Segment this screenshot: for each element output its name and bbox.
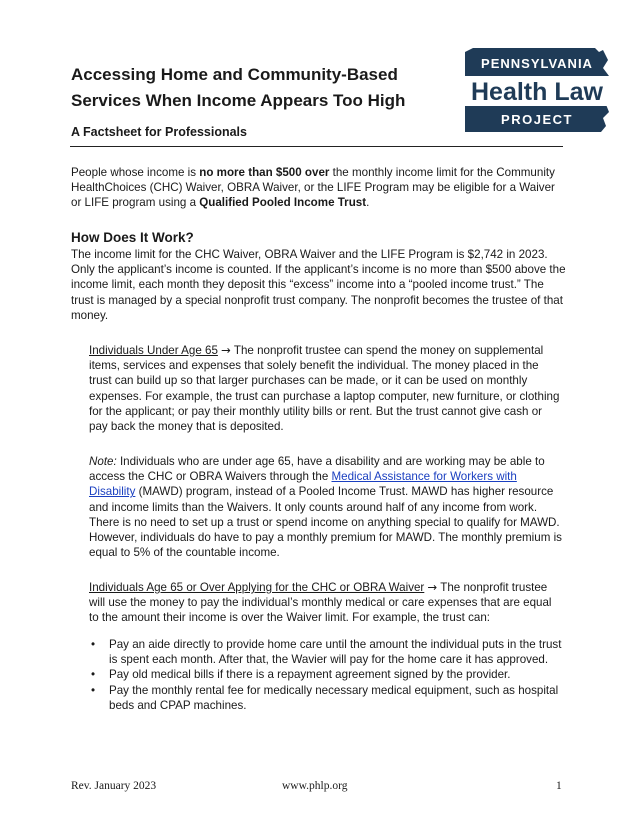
mawd-link[interactable]: Medical Assistance for Workers with Disability [89, 470, 517, 499]
over-65-label: Individuals Age 65 or Over Applying for the CHC or OBRA Waiver [89, 581, 425, 594]
footer-revision: Rev. January 2023 [71, 780, 157, 792]
list-item: • Pay the monthly rental fee for medically necessary medical equipment, such as hospital beds and CPAP machines. [89, 683, 563, 713]
list-item: • Pay old medical bills if there is a repayment agreement signed by the provider. [89, 667, 563, 682]
trust-uses-list [89, 637, 563, 713]
income-limit-paragraph: The income limit for the CHC Waiver, OBRA Waiver and the LIFE Program is $2,742 in 2023. Only the applicant’s income is counted. If the applicant’s income is no more than $500 above the income limit, each month they deposit this “excess” income into a “pooled income trust.” The trust is managed by a special nonprofit trust company. The nonprofit becomes the trustee of that money. [71, 248, 566, 322]
section-heading: How Does It Work? [71, 230, 194, 245]
page-number: 1 [556, 780, 562, 792]
under-65-paragraph: Individuals Under Age 65 → The nonprofit trustee can spend the money on supplemental items, services and expenses that solely benefit the individual. The money placed in the trust can build up so that larger purchases can be made, or it can be used on monthly expenses. For example, the trust can purchase a laptop computer, new furniture, or clothing for the applicant; or pay their monthly utility bills or rent. But the trust cannot give cash or pay back the money that is deposited. [89, 343, 560, 434]
mawd-note-paragraph: Note: Individuals who are under age 65, have a disability and are working may be able to access the CHC or OBRA Waivers through the Medical Assistance for Workers with Disability (MAWD) program, instead of a Pooled Income Trust. MAWD has higher resource and income limits than the Waivers. It only counts around half of any income from work. There is no need to set up a trust or spend income on anything special to qualify for MAWD. However, individuals do have to pay a monthly premium for MAWD. The monthly premium is equal to 5% of the countable income. [89, 455, 562, 560]
under-65-label: Individuals Under Age 65 [89, 344, 218, 357]
footer-website: www.phlp.org [282, 780, 348, 792]
logo-line-health-law: Health Law [471, 78, 603, 106]
header-divider [70, 146, 563, 147]
logo-line-project: PROJECT [501, 112, 573, 127]
page-title: Accessing Home and Community-Based Services When Income Appears Too High [71, 65, 406, 110]
arrow-icon: → [427, 580, 438, 594]
phlp-logo [463, 46, 611, 134]
logo-line-state: PENNSYLVANIA [481, 56, 593, 71]
list-item: • Pay an aide directly to provide home care until the amount the individual puts in the trust is spent each month. After that, the Wavier will pay for the home care it has approved. [89, 637, 563, 667]
arrow-icon: → [221, 343, 231, 357]
intro-paragraph: People whose income is no more than $500 over the monthly income limit for the Community HealthChoices (CHC) Waiver, OBRA Waiver, or the LIFE Program may be eligible for a Waiver or LIFE program using a Qualified Pooled Income Trust. [71, 166, 555, 210]
page-subtitle: A Factsheet for Professionals [71, 125, 247, 139]
over-65-paragraph: Individuals Age 65 or Over Applying for the CHC or OBRA Waiver → The nonprofit trustee will use the money to pay the individual’s monthly medical or care expenses that are equal to the amount their income is over the Waiver limit. For example, the trust can: [89, 580, 552, 625]
